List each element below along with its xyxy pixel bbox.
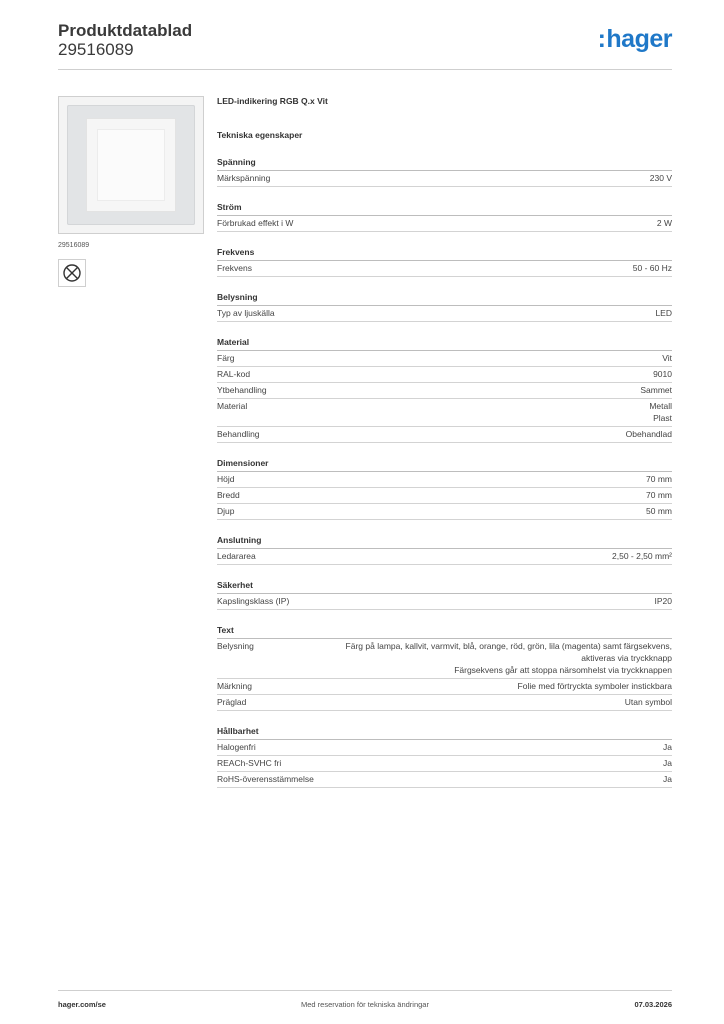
property-group	[217, 157, 672, 187]
property-label: Halogenfri	[217, 742, 256, 752]
document-number: 29516089	[58, 40, 134, 59]
property-value: Utan symbol	[624, 697, 672, 707]
property-label: Färg	[217, 353, 235, 363]
property-value: IP20	[654, 596, 672, 606]
property-group	[217, 535, 672, 565]
property-group	[217, 202, 672, 232]
property-value: Obehandlad	[625, 429, 672, 439]
property-value: Vit	[662, 353, 672, 363]
footer-website: hager.com/se	[58, 1000, 106, 1009]
property-value: 2,50 - 2,50 mm²	[612, 551, 672, 561]
group-title: Anslutning	[217, 535, 672, 549]
section-heading: Tekniska egenskaper	[217, 130, 303, 140]
property-row	[217, 488, 672, 504]
property-label: Bredd	[217, 490, 240, 500]
property-label: Förbrukad effekt i W	[217, 218, 294, 228]
property-label: Belysning	[217, 641, 254, 651]
property-value: Ja	[663, 742, 672, 752]
page-footer	[58, 990, 672, 1015]
property-row	[217, 261, 672, 277]
group-title: Frekvens	[217, 247, 672, 261]
property-label: Behandling	[217, 429, 260, 439]
property-value: 50 mm	[646, 506, 672, 516]
group-title: Säkerhet	[217, 580, 672, 594]
logo-colon-icon: :	[597, 25, 606, 53]
property-value: Färg på lampa, kallvit, varmvit, blå, orange, röd, grön, lila (magenta) samt färgsekvens, aktiveras via tryckknapp Färgsekvens går att stoppa närsomhelst via tryckknappen	[345, 641, 672, 675]
logo-text: hager	[606, 25, 672, 53]
property-group	[217, 292, 672, 322]
property-value: 50 - 60 Hz	[632, 263, 672, 273]
property-row	[217, 594, 672, 610]
property-label: Material	[217, 401, 248, 411]
group-title: Text	[217, 625, 672, 639]
property-row	[217, 351, 672, 367]
property-row	[217, 216, 672, 232]
wall-led-indicator-icon	[67, 105, 195, 225]
property-label: Ytbehandling	[217, 385, 267, 395]
property-label: Typ av ljuskälla	[217, 308, 275, 318]
image-caption: 29516089	[58, 242, 90, 249]
property-group	[217, 625, 672, 711]
property-value: Metall Plast	[649, 401, 672, 423]
product-name: LED-indikering RGB Q.x Vit	[217, 96, 328, 106]
property-value: Ja	[663, 758, 672, 768]
property-value: Sammet	[640, 385, 672, 395]
property-value: 2 W	[656, 218, 672, 228]
property-group	[217, 458, 672, 520]
property-value: LED	[655, 308, 672, 318]
property-label: Frekvens	[217, 263, 252, 273]
group-title: Hållbarhet	[217, 726, 672, 740]
property-group	[217, 580, 672, 610]
property-groups	[217, 157, 672, 788]
property-row	[217, 639, 672, 679]
property-value: 70 mm	[646, 474, 672, 484]
property-label: Höjd	[217, 474, 235, 484]
property-group	[217, 726, 672, 788]
footer-disclaimer: Med reservation för tekniska ändringar	[301, 1000, 429, 1009]
technical-data	[217, 96, 672, 788]
property-row	[217, 472, 672, 488]
group-title: Material	[217, 337, 672, 351]
property-row	[217, 427, 672, 443]
cover-plate	[87, 119, 175, 211]
property-row	[217, 740, 672, 756]
property-label: REACh-SVHC fri	[217, 758, 282, 768]
property-row	[217, 756, 672, 772]
property-value: 9010	[653, 369, 672, 379]
property-row	[217, 367, 672, 383]
property-row	[217, 549, 672, 565]
property-value: 230 V	[649, 173, 672, 183]
property-label: RoHS-överensstämmelse	[217, 774, 314, 784]
product-media-column	[58, 96, 204, 287]
group-title: Dimensioner	[217, 458, 672, 472]
lamp-symbol-icon	[58, 259, 86, 287]
property-row	[217, 695, 672, 711]
group-title: Spänning	[217, 157, 672, 171]
property-row	[217, 772, 672, 788]
property-label: Ledararea	[217, 551, 256, 561]
group-title: Belysning	[217, 292, 672, 306]
property-row	[217, 306, 672, 322]
property-group	[217, 337, 672, 443]
document-title: Produktdatablad	[58, 21, 193, 40]
property-row	[217, 679, 672, 695]
property-label: Märkning	[217, 681, 252, 691]
property-row	[217, 383, 672, 399]
brand-logo	[598, 25, 672, 54]
page-header	[58, 21, 672, 70]
product-image	[58, 96, 204, 234]
property-row	[217, 504, 672, 520]
property-label: RAL-kod	[217, 369, 251, 379]
footer-date: 07.03.2026	[634, 1000, 672, 1009]
led-lens	[97, 129, 165, 201]
property-label: Präglad	[217, 697, 247, 707]
property-value: 70 mm	[646, 490, 672, 500]
property-label: Djup	[217, 506, 235, 516]
property-label: Märkspänning	[217, 173, 271, 183]
property-group	[217, 247, 672, 277]
property-row	[217, 171, 672, 187]
group-title: Ström	[217, 202, 672, 216]
property-value: Folie med förtryckta symboler instickbara	[517, 681, 672, 691]
property-value: Ja	[663, 774, 672, 784]
property-label: Kapslingsklass (IP)	[217, 596, 290, 606]
property-row	[217, 399, 672, 427]
